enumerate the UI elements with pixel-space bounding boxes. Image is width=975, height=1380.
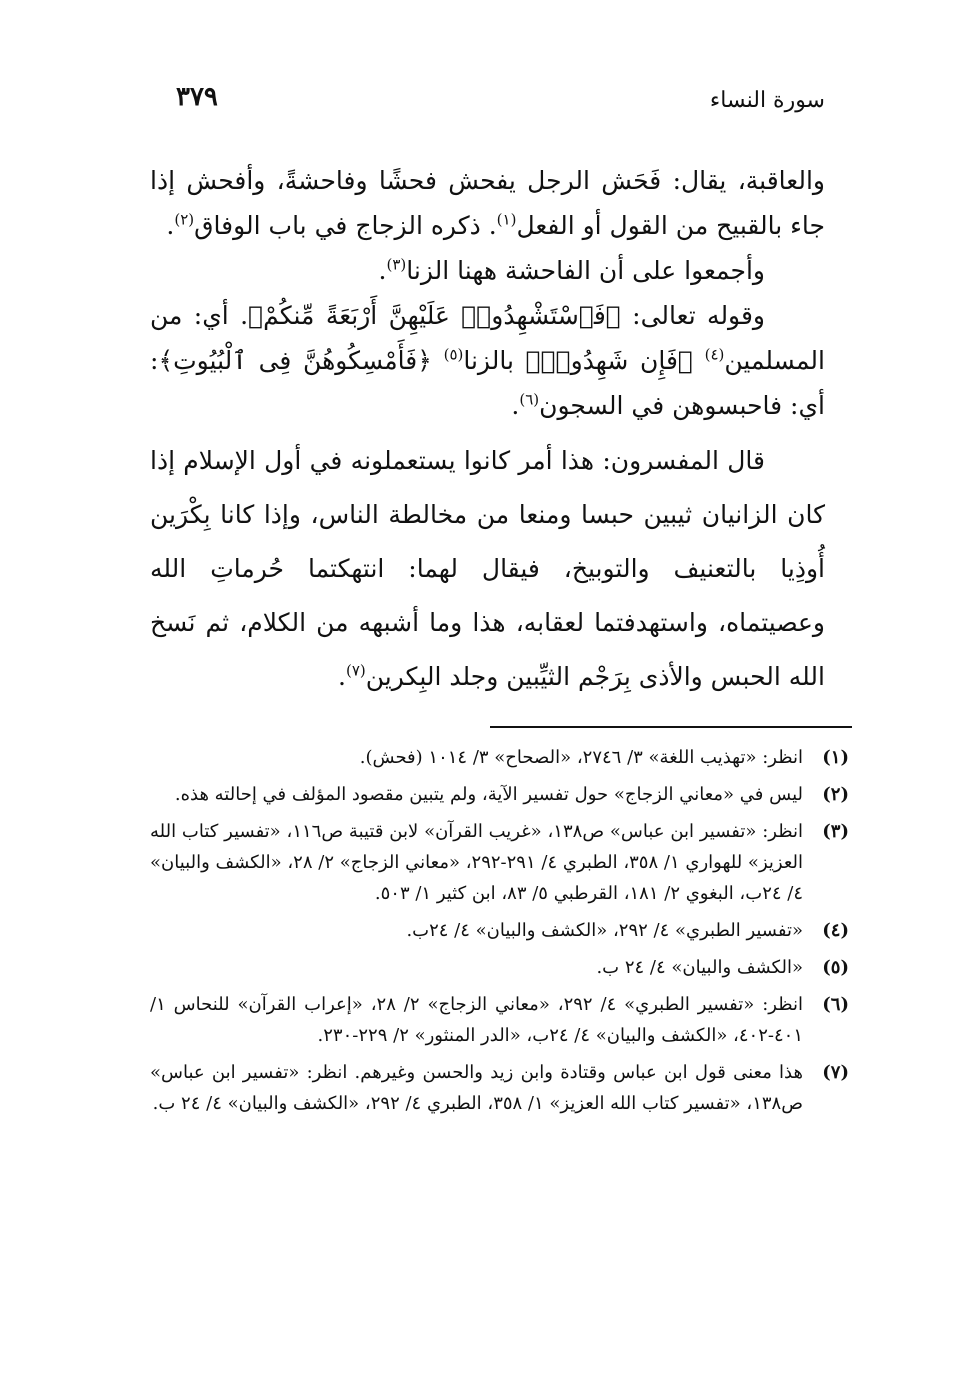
footnote-divider [490,726,852,728]
footnote [150,989,849,1051]
footnote [150,779,849,810]
footnote-ref-3: (٣) [386,255,407,274]
footnote-text: انظر: «تفسير ابن عباس» ص١٣٨، «غريب القرآن» لابن قتيبة ص١١٦، «تفسير كتاب الله العزيز» للهواري ١/ ٣٥٨، الطبري ٤/ ٢٩١-٢٩٢، «معاني الزجاج» ٢/ ٢٨، «الكشف والبيان» ٤/ ٢٤ب، البغوي ٢/ ١٨١، القرطبي ٥/ ٨٣، ابن كثير ١/ ٥٠٣. [150,821,803,904]
footnote-number: (٤) [822,920,849,941]
paragraph-3 [150,293,825,428]
footnote [150,915,849,946]
footnote [150,742,849,773]
footnote-ref-1: (١) [496,210,517,229]
footnote [150,816,849,909]
text-segment: والعاقبة، يقال: فَحَش الرجل يفحش فحشًا وفاحشةً، وأفحش إذا جاء بالقبيح من القول أو الفعل [150,166,825,240]
footnote-number: (٧) [822,1062,849,1083]
text-segment: : أي: فاحبسوهن في السجون [150,346,825,420]
surah-name: سورة النساء [709,88,825,113]
footnote-ref-7: (٧) [345,661,366,680]
text-segment: . [511,391,520,420]
footnote-number: (١) [822,747,849,768]
text-segment: . ذكره الزجاج في باب الوفاق [194,211,497,240]
footnote-number: (٥) [822,957,849,978]
footnote-text: ليس في «معاني الزجاج» حول تفسير الآية، ولم يتبين مقصود المؤلف في إحالته هذه. [174,784,803,805]
footnote-text: «تفسير الطبري» ٤/ ٢٩٢، «الكشف والبيان» ٤/ ٢٤ب. [406,920,803,941]
text-segment: بالزنا [463,346,526,375]
footnote-text: انظر: «تهذيب اللغة» ٣/ ٢٧٤٦، «الصحاح» ٣/ ١٠١٤ (فحش). [359,747,803,768]
footnote [150,1057,849,1119]
footnotes [150,742,849,1125]
footnote-text: «الكشف والبيان» ٤/ ٢٤ ب. [596,957,803,978]
page-number: ٣٧٩ [176,82,218,112]
text-segment: . أي: من المسلمين [150,301,825,375]
text-segment: وقوله تعالى: [620,301,765,330]
text-segment: . [166,211,175,240]
footnote-number: (٦) [822,994,849,1015]
footnote-text: هذا معنى قول ابن عباس وقتادة وابن زيد والحسن وغيرهم. انظر: «تفسير ابن عباس» ص١٣٨، «تفسير كتاب الله العزيز» ١/ ٣٥٨، الطبري ٤/ ٢٩٢، «الكشف والبيان» ٤/ ٢٤ ب. [150,1062,803,1114]
paragraph-4 [150,434,825,704]
footnote-text: انظر: «تفسير الطبري» ٤/ ٢٩٢، «معاني الزجاج» ٢/ ٢٨، «إعراب القرآن» للنحاس ١/ ٤٠١-٤٠٢، «الكشف والبيان» ٤/ ٢٤ب، «الدر المنثور» ٢/ ٢٢٩-٢٣٠. [150,994,803,1046]
quran-verse-1: ﴿فَٱسْتَشْهِدُوا۟ عَلَيْهِنَّ أَرْبَعَةً مِّنكُمْ﴾ [248,301,621,330]
text-segment: قال المفسرون: هذا أمر كانوا يستعملونه في أول الإسلام إذا كان الزانيان ثيبين حبسا ومنعا من مخالطة الناس، وإذا كانا بِكْرَين أُوذِيا بالتعنيف والتوبيخ، فيقال لهما: انتهكتما حُرماتِ الله وعصيتماه، واستهدفتما لعقابه، هذا وما أشبهه من الكلام، ثم نَسخ الله الحبس والأذى بِرَجْم الثيِّبين وجلد البِكرين [150,446,825,691]
footnote-ref-6: (٦) [519,390,540,409]
quran-verse-3: ﴿فَأَمْسِكُوهُنَّ فِى ٱلْبُيُوتِ﴾ [158,346,444,375]
paragraph-2 [150,248,825,293]
text-segment: . [338,662,346,691]
text-segment: وأجمعوا على أن الفاحشة ههنا الزنا [406,256,765,285]
quran-verse-2: ﴿فَإِن شَهِدُوا۟﴾ [525,346,705,375]
text-segment: . [378,256,387,285]
footnote-number: (٢) [822,784,849,805]
footnote [150,952,849,983]
main-text [150,158,825,704]
footnote-number: (٣) [822,821,849,842]
footnote-ref-2: (٢) [174,210,195,229]
footnote-ref-4: (٤) [704,345,725,364]
footnote-ref-5: (٥) [443,345,464,364]
page-header [150,82,825,122]
paragraph-1 [150,158,825,248]
